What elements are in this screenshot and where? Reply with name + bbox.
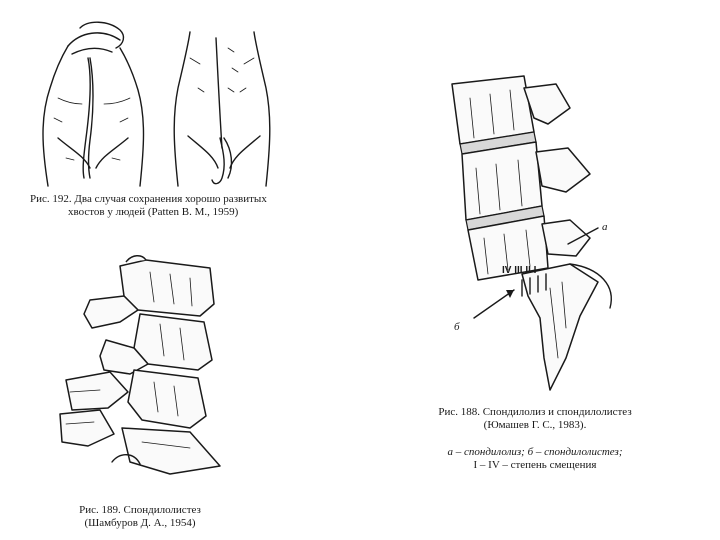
figure-189-caption-line-1: Рис. 189. Спондилолистез	[79, 504, 201, 516]
spine-vertebrae-illustration	[60, 256, 220, 474]
lumbar-spine-illustration	[452, 76, 611, 390]
figure-192-caption	[30, 193, 290, 219]
label-b: б	[454, 321, 460, 333]
figure-192-caption-line-2: хвостов у людей (Patten B. M., 1959)	[68, 206, 239, 218]
figure-189-caption-line-2: (Шамбуров Д. А., 1954)	[84, 517, 196, 529]
figure-188-caption	[400, 406, 670, 432]
figure-188-caption-line-1: Рис. 188. Спондилолиз и спондилолистез	[438, 406, 632, 418]
figure-188-legend	[400, 446, 670, 472]
figure-192-caption-line-1: Рис. 192. Два случая сохранения хорошо развитых	[30, 193, 267, 205]
figure-188-legend-line-2: I – IV – степень смещения	[473, 459, 597, 471]
right-torso-illustration	[174, 32, 270, 186]
degree-marks: IV III II I	[502, 265, 537, 276]
figure-189-caption	[55, 504, 225, 530]
label-a: а	[602, 221, 608, 233]
figure-192-drawing	[28, 18, 278, 188]
figure-188-legend-line-1: а – спондилолиз; б – спондилолистез;	[447, 446, 623, 458]
figure-189-drawing	[50, 252, 250, 487]
figure-188-caption-line-2: (Юмашев Г. С., 1983).	[483, 419, 587, 431]
figure-188-drawing	[430, 68, 640, 398]
left-torso-illustration	[43, 22, 144, 186]
